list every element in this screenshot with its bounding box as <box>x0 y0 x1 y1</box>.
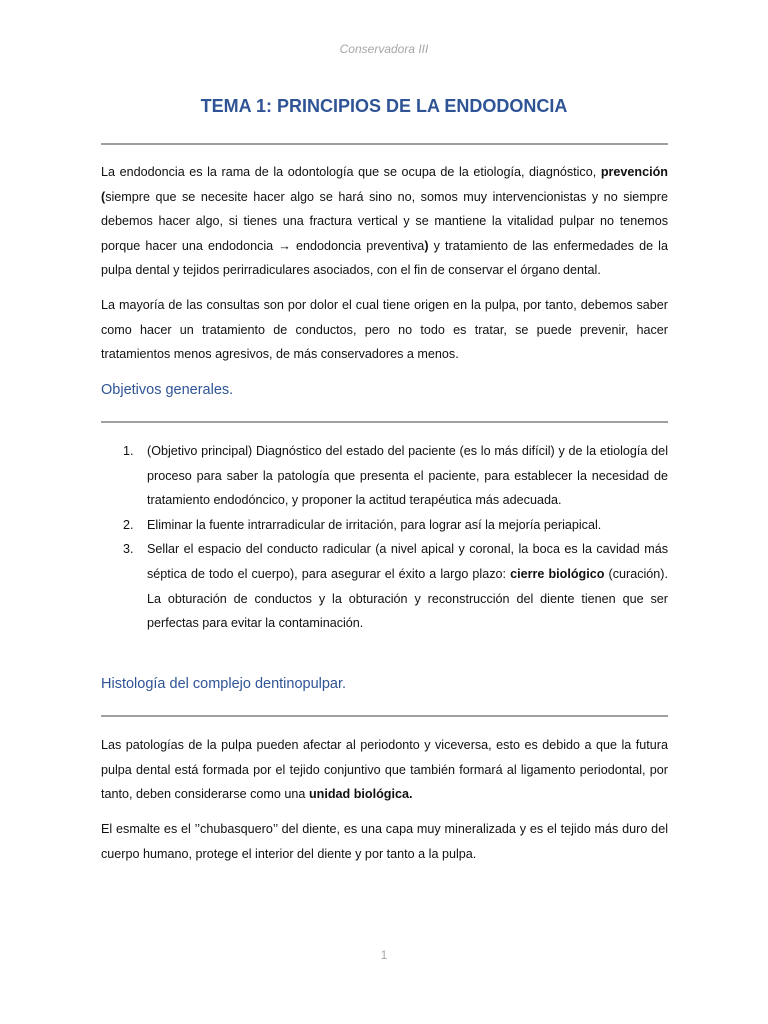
histology-text: Las patologías de la pulpa pueden afectar al periodonto y viceversa, esto es debido a que la futura pulpa dental está formada por el tejido conjuntivo que también formará al ligamento periodontal, por tanto, deben considerarse como una <box>101 738 668 802</box>
intro-bold-term: prevención <box>600 165 668 179</box>
running-header: Conservadora III <box>339 42 429 56</box>
page-number: 1 <box>380 948 388 962</box>
list-item <box>101 439 668 513</box>
list-item-text: (Objetivo principal) Diagnóstico del estado del paciente (es lo más difícil) y de la etiología del proceso para saber la patología que presenta el paciente, para establecer la necesidad de tratamiento endodóncico, y proponer la actitud terapéutica más adecuada. <box>147 444 668 508</box>
intro-bold-paren-open: ( <box>101 189 106 204</box>
list-number: 1. <box>123 444 134 458</box>
list-number: 2. <box>123 517 134 532</box>
objectives-list <box>101 439 668 636</box>
section-divider <box>101 715 668 717</box>
histology-paragraph-2: El esmalte es el ’’chubasquero’’ del diente, es una capa muy mineralizada y es el tejido más duro del cuerpo humano, protege el interior del diente y por tanto a la pulpa. <box>101 822 668 861</box>
section-heading-histology: Histología del complejo dentinopulpar. <box>101 676 347 692</box>
intro-text: La endodoncia es la rama de la odontología que se ocupa de la etiología, diagnóstico, <box>101 165 597 179</box>
list-item-text: Sellar el espacio del conducto radicular (a nivel apical y coronal, la boca es la cavidad más séptica de todo el cuerpo), para asegurar el éxito a largo plazo: <box>147 542 668 581</box>
section-heading-objectives: Objetivos generales. <box>101 382 234 398</box>
list-item <box>101 513 668 538</box>
intro-paragraph-2: La mayoría de las consultas son por dolor el cual tiene origen en la pulpa, por tanto, debemos saber como hacer un tratamiento de conductos, pero no todo es tratar, se puede prevenir, hacer tratamientos menos agresivos, de más conservadores a menos. <box>101 298 668 362</box>
histology-paragraph-1 <box>101 733 668 807</box>
intro-text-end: y tratamiento de las enfermedades de la pulpa dental y tejidos perirradiculares asociados, con el fin de conservar el órgano dental. <box>101 238 668 278</box>
page-title: TEMA 1: PRINCIPIOS DE LA ENDODONCIA <box>200 96 568 116</box>
histology-bold-term: unidad biológica <box>308 787 409 802</box>
intro-parenthetical: siempre que se necesite hacer algo se hará sino no, somos muy intervencionistas y no siempre debemos hacer algo, si tienes una fractura vertical y se mantiene la vitalidad pulpar no tenemos porque hacer una endodoncia → endodoncia preventiva <box>101 189 668 253</box>
list-item-text-end: (curación). La obturación de conductos y la obturación y reconstrucción del diente tienen que ser perfectas para evitar la contaminación. <box>147 566 668 631</box>
section-divider <box>101 421 668 423</box>
intro-paragraph-1 <box>101 160 668 283</box>
intro-bold-paren-close: ) <box>424 238 429 253</box>
list-item-text: Eliminar la fuente intrarradicular de irritación, para lograr así la mejoría periapical. <box>147 517 602 532</box>
list-item-bold: cierre biológico <box>510 566 605 581</box>
list-item <box>101 537 668 635</box>
title-divider <box>101 143 668 145</box>
list-number: 3. <box>123 542 134 557</box>
histology-bold-period: . <box>409 787 413 802</box>
